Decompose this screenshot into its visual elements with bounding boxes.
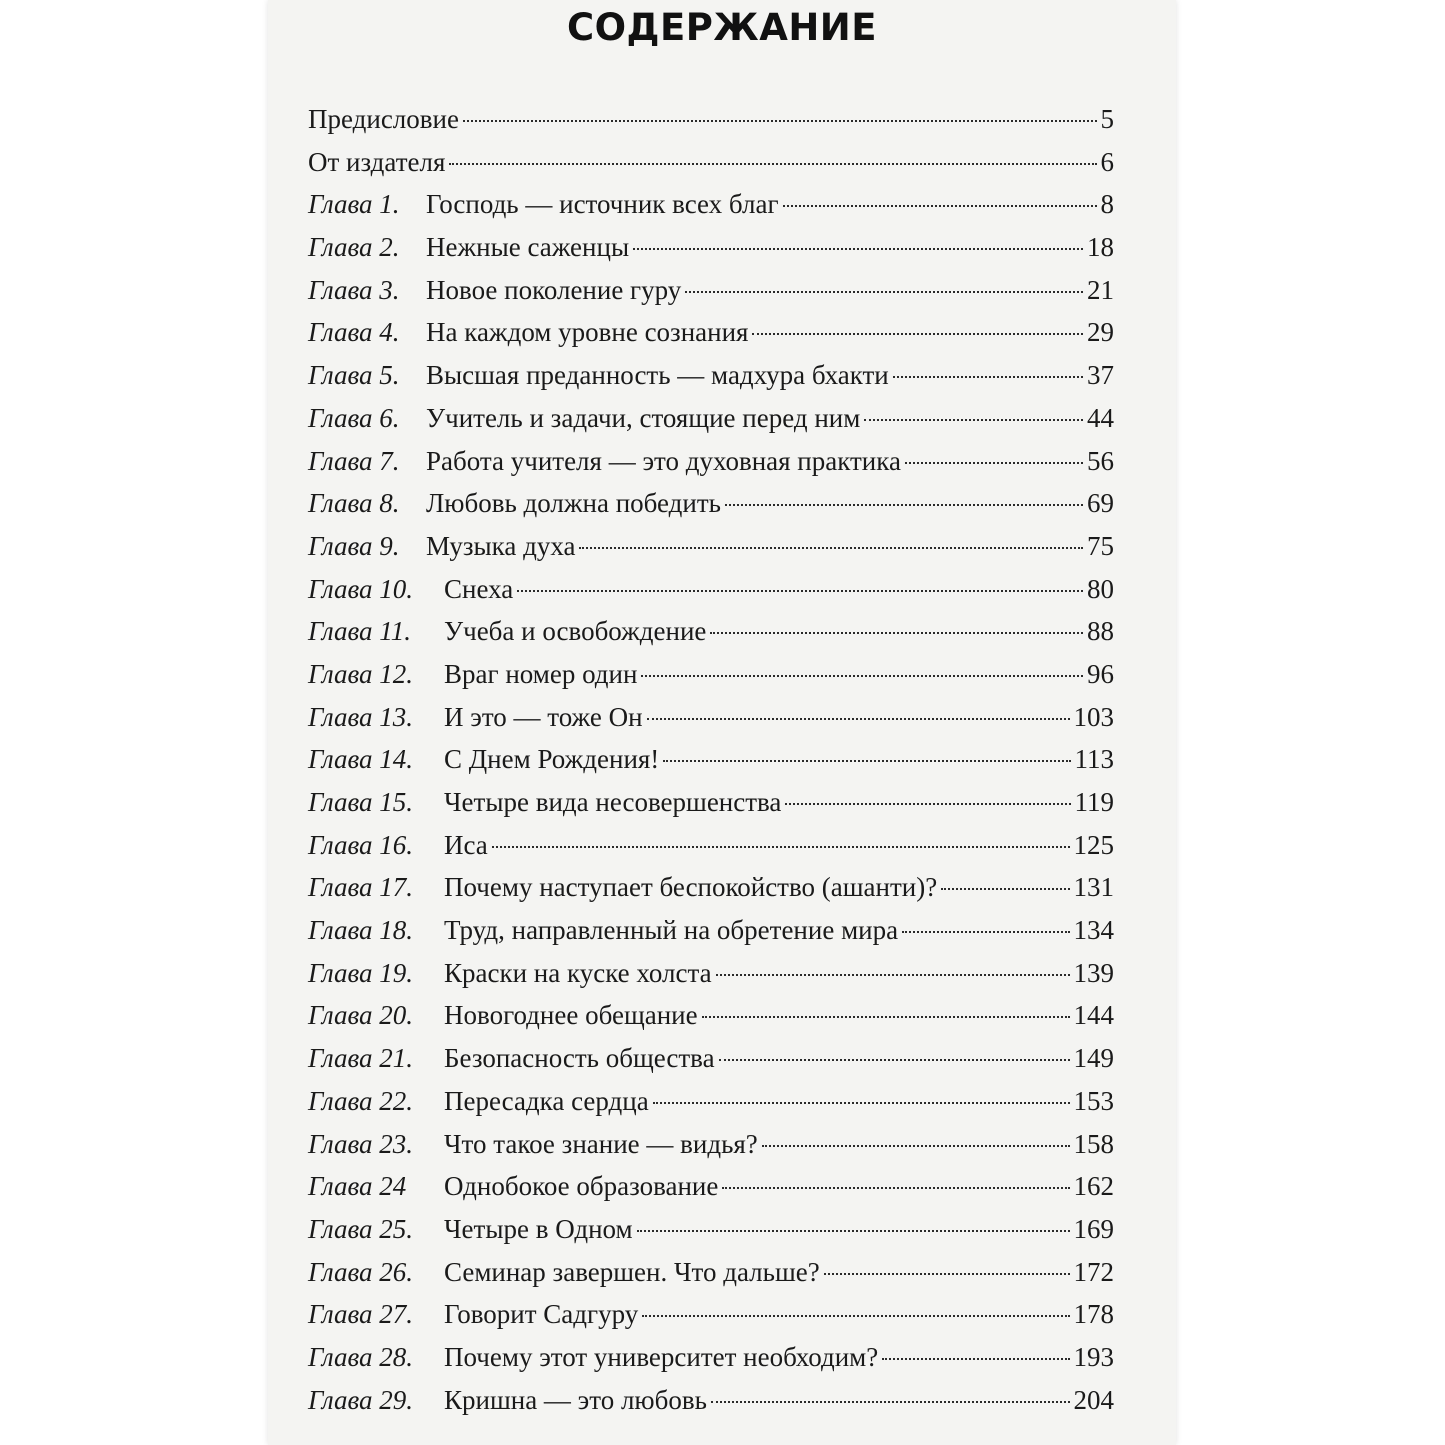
page-number: 88 bbox=[1087, 616, 1114, 647]
chapter-number: Глава 2. bbox=[308, 232, 400, 263]
page-number: 6 bbox=[1100, 146, 1114, 177]
toc-entry bbox=[308, 952, 1114, 995]
chapter-number: Глава 11. bbox=[308, 616, 412, 647]
toc-entry bbox=[308, 866, 1114, 909]
page-number: 139 bbox=[1073, 957, 1114, 988]
chapter-title: Враг номер один bbox=[444, 658, 638, 689]
chapter-title: Музыка духа bbox=[426, 530, 576, 561]
chapter-title: Говорит Садгуру bbox=[444, 1299, 639, 1330]
page-number: 204 bbox=[1073, 1384, 1114, 1415]
page-title: СОДЕРЖАНИЕ bbox=[566, 6, 878, 49]
toc-entry bbox=[308, 1336, 1114, 1379]
chapter-title: Учеба и освобождение bbox=[444, 616, 707, 647]
page-number: 169 bbox=[1073, 1213, 1114, 1244]
toc-entry bbox=[308, 525, 1114, 568]
page-number: 134 bbox=[1073, 915, 1114, 946]
chapter-number: Глава 8. bbox=[308, 488, 400, 519]
page-number: 162 bbox=[1073, 1171, 1114, 1202]
page-number: 119 bbox=[1074, 787, 1114, 817]
chapter-title: Кришна — это любовь bbox=[444, 1384, 707, 1415]
dot-leader bbox=[722, 1187, 1069, 1189]
chapter-title: Высшая преданность — мадхура бхакти bbox=[426, 360, 889, 391]
chapter-number: Глава 9. bbox=[308, 530, 400, 561]
chapter-number: Глава 6. bbox=[308, 402, 400, 433]
page-number: 5 bbox=[1100, 104, 1114, 134]
toc-entry bbox=[308, 781, 1114, 824]
toc-entry bbox=[308, 1080, 1114, 1123]
page-number: 18 bbox=[1087, 232, 1114, 263]
chapter-title: Любовь должна победить bbox=[426, 488, 721, 519]
toc-entry bbox=[308, 1379, 1114, 1422]
chapter-title: Труд, направленный на обретение мира bbox=[444, 915, 899, 946]
dot-leader bbox=[941, 888, 1069, 890]
chapter-number: Глава 16. bbox=[308, 829, 414, 860]
dot-leader bbox=[663, 760, 1070, 762]
toc-entry bbox=[308, 440, 1114, 483]
dot-leader bbox=[710, 632, 1083, 634]
dot-leader bbox=[463, 120, 1097, 122]
dot-leader bbox=[637, 1230, 1070, 1232]
chapter-number: Глава 24 bbox=[308, 1171, 407, 1202]
toc-entry bbox=[308, 1037, 1114, 1080]
page-number: 21 bbox=[1087, 274, 1114, 305]
chapter-title: Снеха bbox=[444, 573, 514, 604]
dot-leader bbox=[785, 803, 1070, 805]
toc-entry bbox=[308, 1123, 1114, 1166]
dot-leader bbox=[902, 931, 1069, 933]
toc-entry bbox=[308, 1208, 1114, 1251]
page-number: 125 bbox=[1073, 829, 1114, 860]
chapter-number: Глава 1. bbox=[308, 189, 400, 220]
chapter-title: Безопасность общества bbox=[444, 1043, 715, 1074]
dot-leader bbox=[642, 1315, 1069, 1317]
page-number: 37 bbox=[1087, 360, 1114, 391]
toc-entry bbox=[308, 653, 1114, 696]
chapter-title: На каждом уровне сознания bbox=[426, 317, 749, 348]
dot-leader bbox=[864, 419, 1083, 421]
chapter-title: Предисловие bbox=[308, 104, 459, 134]
chapter-title: Почему этот университет необходим? bbox=[444, 1341, 879, 1372]
chapter-title: Работа учителя — это духовная практика bbox=[426, 445, 901, 476]
dot-leader bbox=[711, 1401, 1070, 1403]
toc-entry bbox=[308, 1293, 1114, 1336]
dot-leader bbox=[653, 1102, 1070, 1104]
toc-entry bbox=[308, 226, 1114, 269]
chapter-number: Глава 21. bbox=[308, 1043, 414, 1074]
dot-leader bbox=[752, 333, 1083, 335]
dot-leader bbox=[702, 1016, 1070, 1018]
toc-entry bbox=[308, 696, 1114, 739]
chapter-number: Глава 10. bbox=[308, 573, 414, 604]
chapter-number: Глава 3. bbox=[308, 274, 400, 305]
dot-leader bbox=[449, 163, 1096, 165]
book-page bbox=[268, 0, 1176, 1445]
dot-leader bbox=[719, 1059, 1070, 1061]
dot-leader bbox=[905, 462, 1083, 464]
chapter-number: Глава 22. bbox=[308, 1085, 414, 1116]
chapter-number: Глава 15. bbox=[308, 787, 414, 817]
dot-leader bbox=[824, 1273, 1070, 1275]
dot-leader bbox=[762, 1145, 1070, 1147]
page-number: 103 bbox=[1073, 701, 1114, 732]
chapter-number: Глава 23. bbox=[308, 1128, 414, 1159]
chapter-number: Глава 25. bbox=[308, 1213, 414, 1244]
toc-entry bbox=[308, 1165, 1114, 1208]
page-number: 153 bbox=[1073, 1085, 1114, 1116]
dot-leader bbox=[716, 974, 1070, 976]
chapter-title: И это — тоже Он bbox=[444, 701, 643, 732]
chapter-title: Нежные саженцы bbox=[426, 232, 630, 263]
dot-leader bbox=[633, 248, 1083, 250]
toc-entry bbox=[308, 994, 1114, 1037]
chapter-number: Глава 28. bbox=[308, 1341, 414, 1372]
dot-leader bbox=[647, 718, 1070, 720]
chapter-title: Что такое знание — видья? bbox=[444, 1128, 758, 1159]
table-of-contents bbox=[308, 98, 1114, 1421]
page-number: 56 bbox=[1087, 445, 1114, 476]
toc-entry bbox=[308, 311, 1114, 354]
page-number: 149 bbox=[1073, 1043, 1114, 1074]
toc-entry bbox=[308, 269, 1114, 312]
toc-entry bbox=[308, 1251, 1114, 1294]
chapter-title: Семинар завершен. Что дальше? bbox=[444, 1256, 820, 1287]
chapter-number: Глава 7. bbox=[308, 445, 400, 476]
page-number: 158 bbox=[1073, 1128, 1114, 1159]
chapter-number: Глава 20. bbox=[308, 1000, 414, 1031]
chapter-number: Глава 26. bbox=[308, 1256, 414, 1287]
chapter-number: Глава 5. bbox=[308, 360, 400, 391]
page-number: 144 bbox=[1073, 1000, 1114, 1031]
chapter-title: Однобокое образование bbox=[444, 1171, 719, 1202]
toc-entry bbox=[308, 183, 1114, 226]
chapter-title: Четыре вида несовершенства bbox=[444, 787, 782, 817]
chapter-title: Учитель и задачи, стоящие перед ним bbox=[426, 402, 861, 433]
toc-entry bbox=[308, 610, 1114, 653]
dot-leader bbox=[579, 547, 1083, 549]
chapter-number: Глава 17. bbox=[308, 872, 414, 903]
dot-leader bbox=[641, 675, 1083, 677]
chapter-title: Пересадка сердца bbox=[444, 1085, 649, 1116]
chapter-number: Глава 4. bbox=[308, 317, 400, 348]
toc-entry bbox=[308, 354, 1114, 397]
chapter-title: Почему наступает беспокойство (ашанти)? bbox=[444, 872, 938, 903]
chapter-number: Глава 19. bbox=[308, 957, 414, 988]
chapter-number: Глава 27. bbox=[308, 1299, 414, 1330]
toc-entry bbox=[308, 568, 1114, 611]
chapter-title: Новое поколение гуру bbox=[426, 274, 682, 305]
dot-leader bbox=[517, 590, 1083, 592]
dot-leader bbox=[492, 846, 1070, 848]
toc-entry bbox=[308, 738, 1114, 781]
chapter-number: Глава 13. bbox=[308, 701, 414, 732]
page-number: 96 bbox=[1087, 658, 1114, 689]
toc-entry bbox=[308, 397, 1114, 440]
dot-leader bbox=[783, 205, 1097, 207]
chapter-title: Господь — источник всех благ bbox=[426, 189, 779, 220]
chapter-number: Глава 12. bbox=[308, 658, 414, 689]
toc-entry bbox=[308, 909, 1114, 952]
page-number: 178 bbox=[1073, 1299, 1114, 1330]
page-number: 29 bbox=[1087, 317, 1114, 348]
page-number: 80 bbox=[1087, 573, 1114, 604]
page-number: 75 bbox=[1087, 530, 1114, 561]
dot-leader bbox=[685, 291, 1083, 293]
chapter-number: Глава 14. bbox=[308, 744, 414, 775]
page-number: 44 bbox=[1087, 402, 1114, 433]
page-number: 113 bbox=[1074, 744, 1114, 775]
chapter-title: Четыре в Одном bbox=[444, 1213, 633, 1244]
toc-entry bbox=[308, 141, 1114, 184]
chapter-title: Краски на куске холста bbox=[444, 957, 712, 988]
toc-entry bbox=[308, 482, 1114, 525]
page-number: 69 bbox=[1087, 488, 1114, 519]
chapter-title: Иса bbox=[444, 829, 488, 860]
dot-leader bbox=[882, 1358, 1069, 1360]
page-number: 8 bbox=[1100, 189, 1114, 220]
dot-leader bbox=[725, 504, 1083, 506]
toc-entry bbox=[308, 98, 1114, 141]
page-number: 172 bbox=[1073, 1256, 1114, 1287]
chapter-title: Новогоднее обещание bbox=[444, 1000, 698, 1031]
chapter-title: От издателя bbox=[308, 146, 446, 177]
page-number: 193 bbox=[1073, 1341, 1114, 1372]
chapter-number: Глава 29. bbox=[308, 1384, 414, 1415]
dot-leader bbox=[893, 376, 1083, 378]
page-number: 131 bbox=[1073, 872, 1114, 903]
chapter-number: Глава 18. bbox=[308, 915, 414, 946]
toc-entry bbox=[308, 824, 1114, 867]
chapter-title: С Днем Рождения! bbox=[444, 744, 660, 775]
